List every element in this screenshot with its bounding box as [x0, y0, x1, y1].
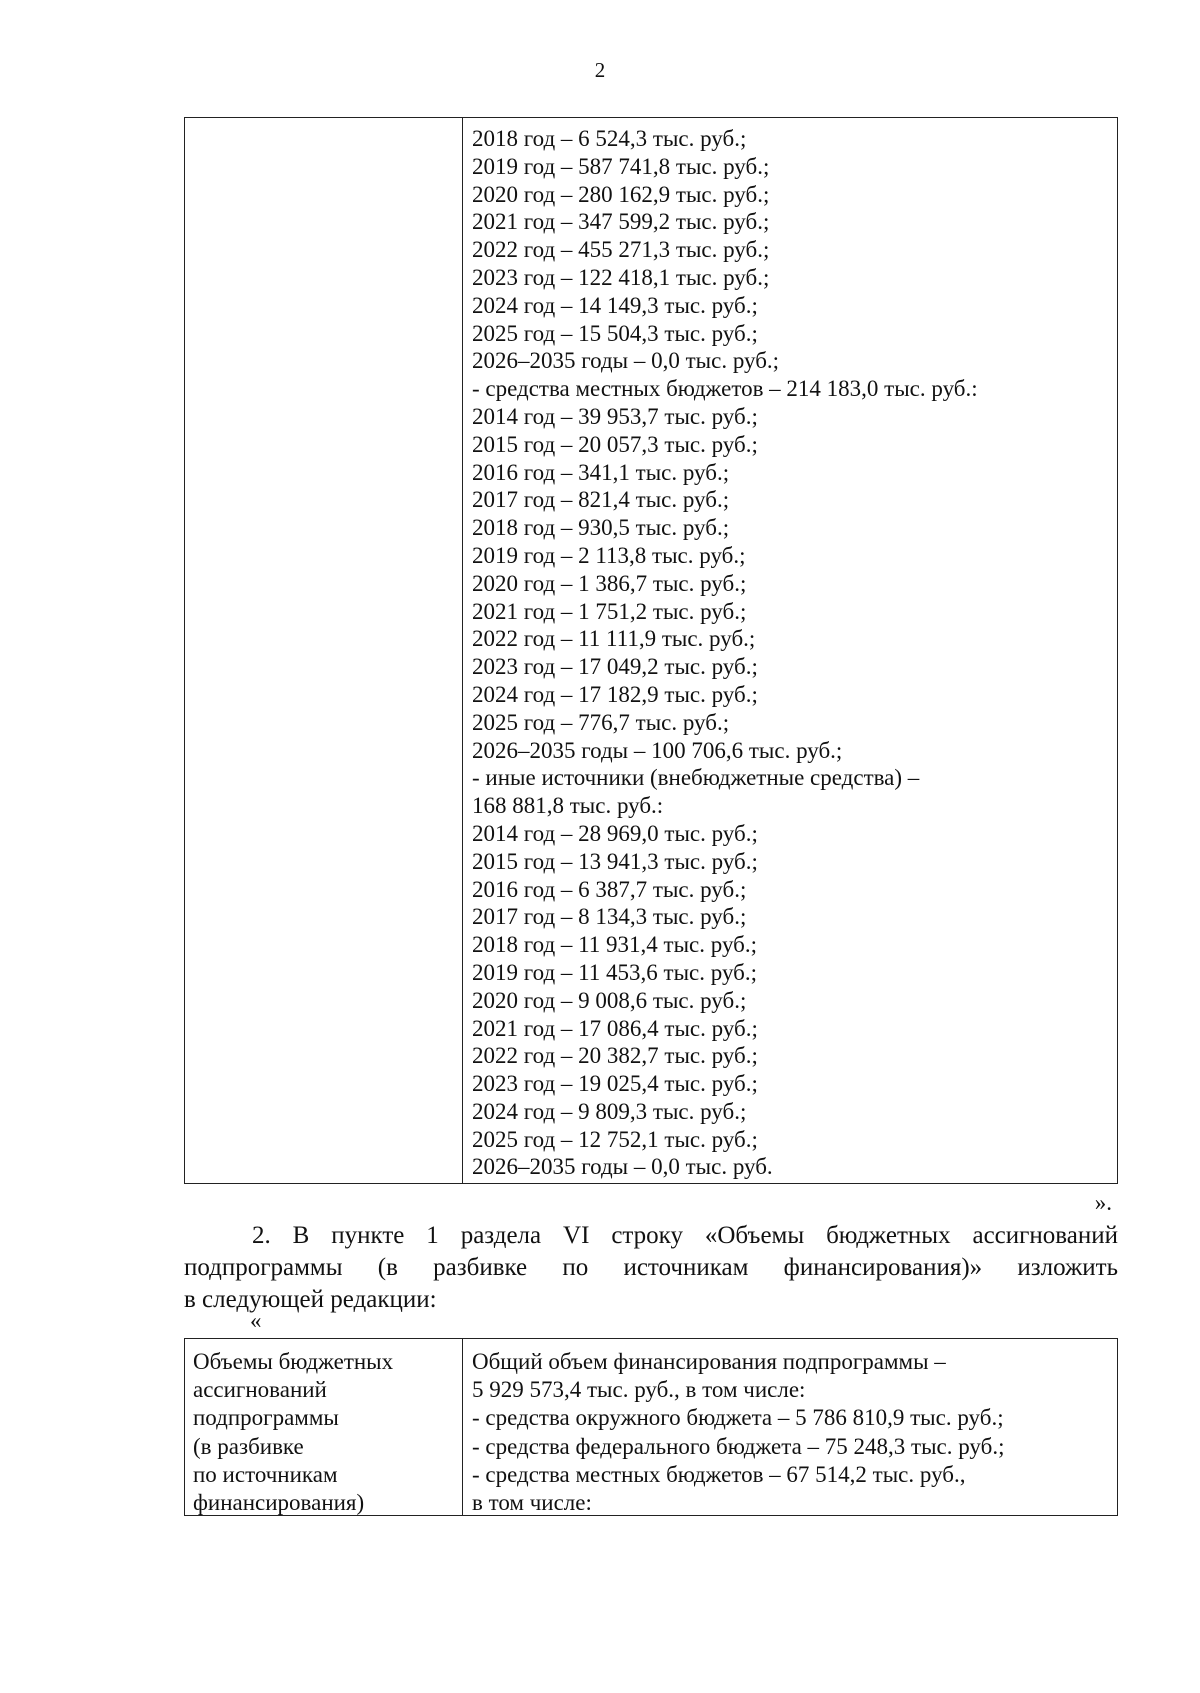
funding-line: 2023 год – 19 025,4 тыс. руб.;: [472, 1071, 758, 1097]
funding-line: 2016 год – 341,1 тыс. руб.;: [472, 459, 730, 485]
funding-line: 2024 год – 17 182,9 тыс. руб.;: [472, 681, 758, 707]
closing-quote: ».: [1094, 1190, 1112, 1215]
funding-line: - средства местных бюджетов – 214 183,0 тыс. руб.:: [472, 376, 978, 402]
funding-line: 2020 год – 1 386,7 тыс. руб.;: [472, 570, 747, 596]
funding-line: 2014 год – 39 953,7 тыс. руб.;: [472, 403, 758, 429]
paragraph-line: подпрограммы (в разбивке по источникам финансирования)» изложить: [184, 1254, 1118, 1281]
funding-line: 2014 год – 28 969,0 тыс. руб.;: [472, 820, 758, 846]
funding-line: 2025 год – 776,7 тыс. руб.;: [472, 709, 730, 735]
funding-line: - иные источники (внебюджетные средства) –: [472, 765, 920, 791]
row-header-cell: [193, 1348, 457, 1517]
value-line: в том числе:: [472, 1490, 592, 1516]
funding-line: 2022 год – 20 382,7 тыс. руб.;: [472, 1043, 758, 1069]
header-line: по источникам: [193, 1461, 338, 1487]
row-value-cell: [472, 1348, 1109, 1517]
paragraph-line: 2. В пункте 1 раздела VI строку «Объемы бюджетных ассигнований: [252, 1222, 1118, 1249]
funding-line: 2020 год – 9 008,6 тыс. руб.;: [472, 987, 747, 1013]
funding-line: 2023 год – 122 418,1 тыс. руб.;: [472, 264, 770, 290]
header-line: ассигнований: [193, 1377, 327, 1403]
column-divider: [462, 1339, 463, 1515]
funding-line: 2015 год – 20 057,3 тыс. руб.;: [472, 431, 758, 457]
paragraph-line: в следующей редакции:: [184, 1286, 437, 1313]
funding-line: 2026–2035 годы – 0,0 тыс. руб.;: [472, 348, 780, 374]
funding-line: 2021 год – 347 599,2 тыс. руб.;: [472, 209, 770, 235]
funding-line: 2022 год – 455 271,3 тыс. руб.;: [472, 237, 770, 263]
header-line: Объемы бюджетных: [193, 1349, 394, 1374]
header-line: финансирования): [193, 1490, 365, 1516]
funding-line: 2025 год – 15 504,3 тыс. руб.;: [472, 320, 758, 346]
page-number: 2: [594, 58, 606, 82]
funding-line: 2026–2035 годы – 100 706,6 тыс. руб.;: [472, 737, 843, 763]
funding-line: 2019 год – 587 741,8 тыс. руб.;: [472, 153, 770, 179]
funding-line: 2016 год – 6 387,7 тыс. руб.;: [472, 876, 747, 902]
table-left-cell: [193, 118, 459, 1183]
funding-line: 2019 год – 2 113,8 тыс. руб.;: [472, 542, 746, 568]
funding-line: 2024 год – 9 809,3 тыс. руб.;: [472, 1098, 747, 1124]
funding-line: 2019 год – 11 453,6 тыс. руб.;: [472, 959, 757, 985]
table-right-cell: [472, 125, 1109, 1181]
funding-line: 2017 год – 8 134,3 тыс. руб.;: [472, 904, 747, 930]
funding-line: 2017 год – 821,4 тыс. руб.;: [472, 487, 730, 513]
funding-table-continued: [184, 117, 1118, 1184]
funding-line: 2026–2035 годы – 0,0 тыс. руб.: [472, 1154, 773, 1180]
value-line: 5 929 573,4 тыс. руб., в том числе:: [472, 1377, 806, 1403]
value-line: - средства окружного бюджета – 5 786 810,9 тыс. руб.;: [472, 1405, 1004, 1431]
funding-line: 2020 год – 280 162,9 тыс. руб.;: [472, 181, 770, 207]
funding-line: 2025 год – 12 752,1 тыс. руб.;: [472, 1126, 758, 1152]
value-line: - средства федерального бюджета – 75 248,3 тыс. руб.;: [472, 1433, 1005, 1459]
funding-line: 2015 год – 13 941,3 тыс. руб.;: [472, 848, 758, 874]
column-divider: [462, 118, 463, 1183]
funding-line: 2023 год – 17 049,2 тыс. руб.;: [472, 654, 758, 680]
funding-line: 2018 год – 11 931,4 тыс. руб.;: [472, 932, 757, 958]
header-line: подпрограммы: [193, 1405, 339, 1431]
value-line: - средства местных бюджетов – 67 514,2 тыс. руб.,: [472, 1461, 966, 1487]
funding-line: 2021 год – 17 086,4 тыс. руб.;: [472, 1015, 758, 1041]
funding-line: 2018 год – 6 524,3 тыс. руб.;: [472, 126, 747, 151]
funding-line: 2022 год – 11 111,9 тыс. руб.;: [472, 626, 756, 652]
amendment-paragraph: [184, 1220, 1118, 1316]
funding-line: 168 881,8 тыс. руб.:: [472, 793, 664, 819]
header-line: (в разбивке: [193, 1433, 304, 1459]
value-line: Общий объем финансирования подпрограммы –: [472, 1349, 946, 1374]
funding-line: 2018 год – 930,5 тыс. руб.;: [472, 515, 730, 541]
opening-quote: «: [250, 1308, 262, 1333]
funding-volume-table: [184, 1338, 1118, 1516]
funding-line: 2021 год – 1 751,2 тыс. руб.;: [472, 598, 747, 624]
funding-line: 2024 год – 14 149,3 тыс. руб.;: [472, 292, 758, 318]
